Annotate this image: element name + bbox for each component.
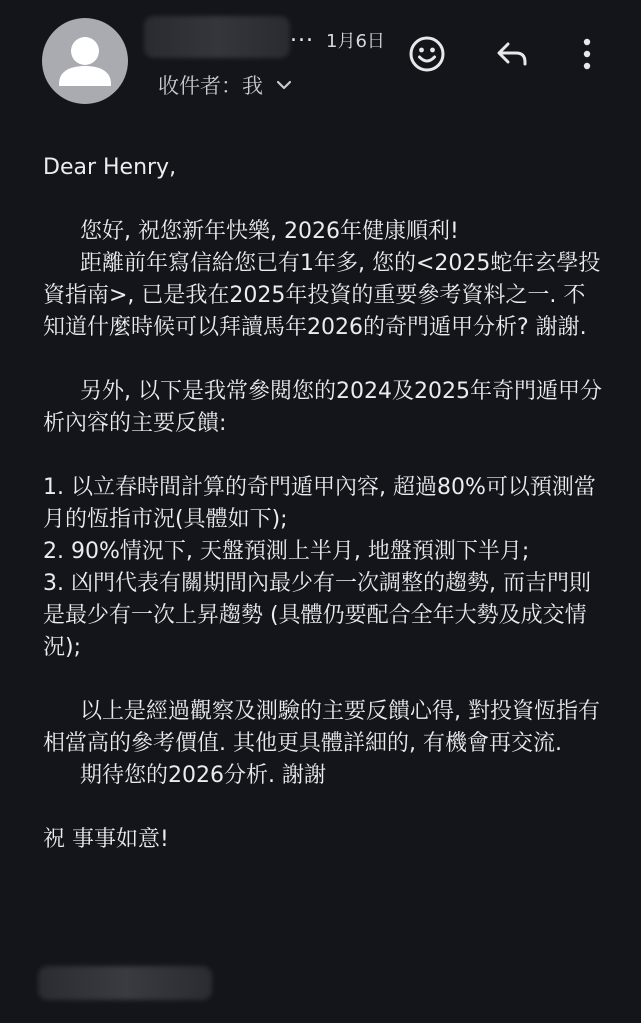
- emoji-react-button[interactable]: [405, 32, 449, 76]
- email-header: [0, 0, 641, 110]
- email-date: 1月6日: [326, 31, 385, 52]
- signature-redacted: [38, 966, 212, 1000]
- list-item-1: 1. 以立春時間計算的奇門遁甲內容, 超過80%可以預測當月的恆指市況(具體如下);: [43, 475, 596, 532]
- person-icon: [42, 18, 128, 104]
- paragraph-4: 期待您的2026分析. 謝謝: [80, 763, 326, 788]
- recipient-label: 收件者：我: [158, 74, 263, 98]
- reply-button[interactable]: [490, 32, 534, 76]
- email-greeting: Dear Henry,: [43, 155, 177, 180]
- sender-name-redacted: [144, 16, 290, 58]
- paragraph-1-line-2: 距離前年寫信給您已有1年多, 您的<2025蛇年玄學投資指南>, 已是我在2025年投資的重要參考資料之一. 不知道什麼時候可以拜讀馬年2026的奇門遁甲分析? 謝謝.: [43, 251, 601, 340]
- smiley-icon: [407, 34, 447, 74]
- more-options-button[interactable]: [565, 32, 609, 76]
- paragraph-1-line-1: 您好, 祝您新年快樂, 2026年健康順利!: [80, 219, 459, 244]
- sender-avatar[interactable]: [42, 18, 128, 104]
- email-body: [43, 152, 603, 856]
- list-item-3: 3. 凶門代表有關期間內最少有一次調整的趨勢, 而吉門則是最少有一次上昇趨勢 (具體仍要配合全年大勢及成交情況);: [43, 571, 591, 660]
- more-vertical-icon: [567, 34, 607, 74]
- sender-ellipsis: ...: [290, 22, 314, 47]
- paragraph-2: 另外, 以下是我常參閱您的2024及2025年奇門遁甲分析內容的主要反饋:: [43, 379, 602, 436]
- list-item-2: 2. 90%情況下, 天盤預測上半月, 地盤預測下半月;: [43, 539, 530, 564]
- reply-arrow-icon: [492, 34, 532, 74]
- recipient-toggle[interactable]: [158, 70, 293, 100]
- email-closing: 祝 事事如意!: [43, 827, 169, 852]
- chevron-down-icon: [275, 76, 293, 94]
- paragraph-3: 以上是經過觀察及測驗的主要反饋心得, 對投資恆指有相當高的參考價值. 其他更具體詳細的, 有機會再交流.: [43, 699, 600, 756]
